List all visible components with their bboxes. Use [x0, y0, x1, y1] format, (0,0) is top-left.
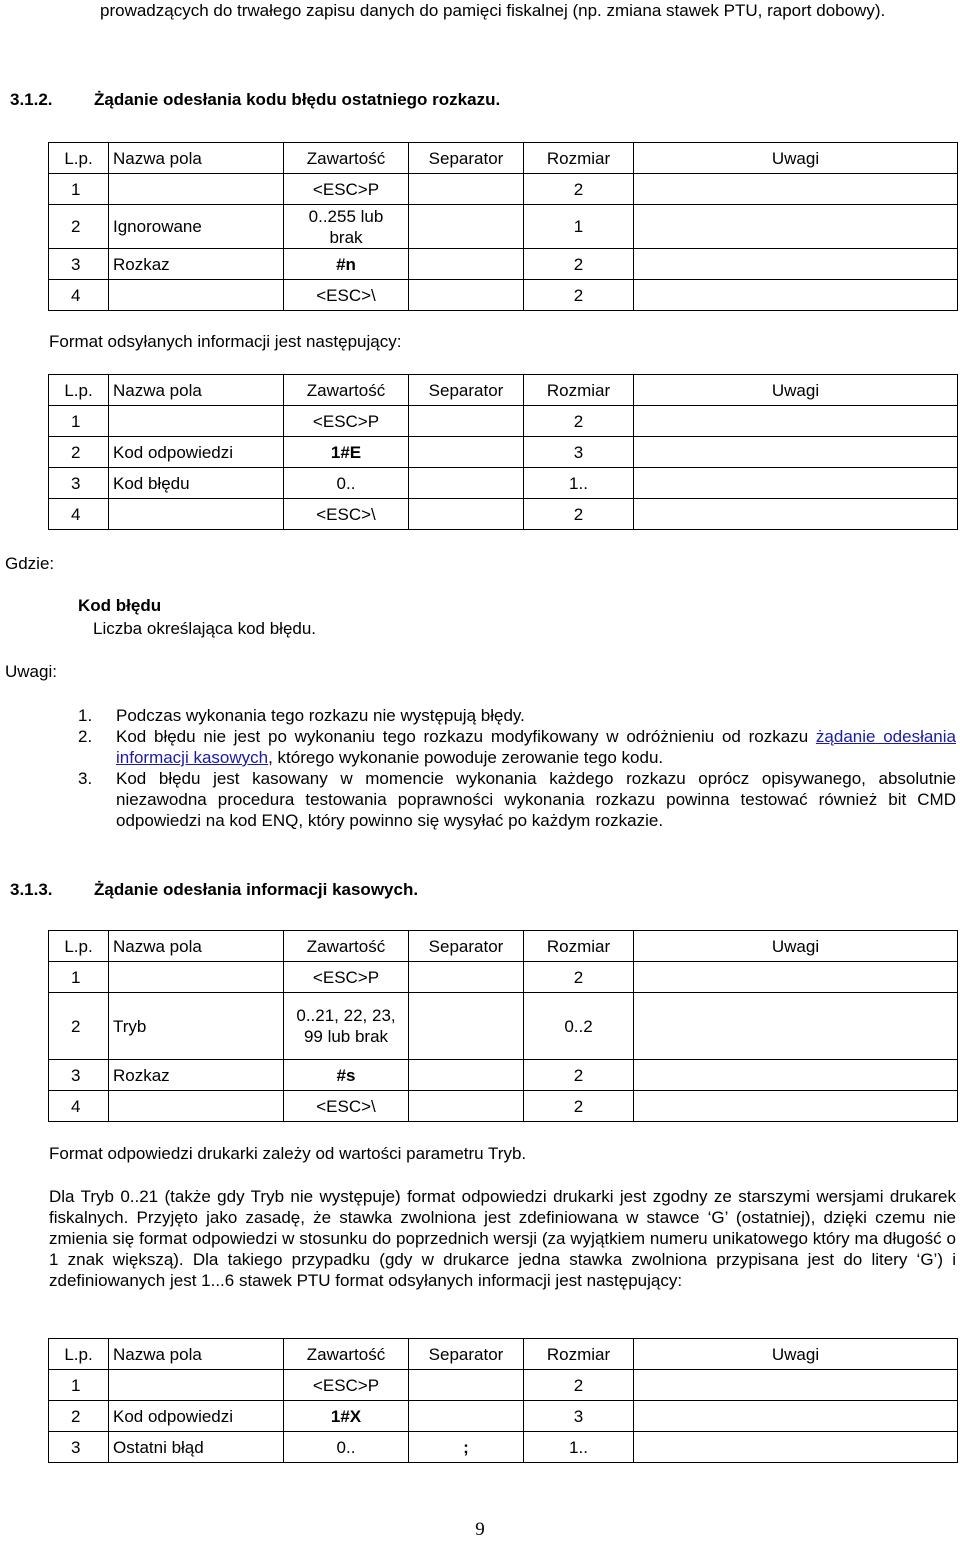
cell-notes [634, 205, 958, 249]
notes-list [78, 705, 956, 831]
cell-lp: 2 [49, 993, 109, 1060]
header-content: Zawartość [284, 143, 409, 174]
table-response-cash-info [48, 1338, 958, 1463]
list-item [78, 726, 956, 768]
cell-lp: 3 [49, 468, 109, 499]
page-number: 9 [475, 1519, 485, 1540]
header-name: Nazwa pola [109, 1339, 284, 1370]
header-content: Zawartość [284, 375, 409, 406]
table-row [49, 406, 958, 437]
cell-lp: 1 [49, 406, 109, 437]
cell-lp: 4 [49, 280, 109, 311]
cell-name [109, 1370, 284, 1401]
cell-name: Ostatni błąd [109, 1432, 284, 1463]
cell-lp: 1 [49, 174, 109, 205]
cell-separator [409, 468, 524, 499]
cell-name: Kod odpowiedzi [109, 437, 284, 468]
cell-lp: 2 [49, 205, 109, 249]
cell-notes [634, 406, 958, 437]
cell-notes [634, 499, 958, 530]
header-separator: Separator [409, 143, 524, 174]
note-text: Podczas wykonania tego rozkazu nie występują błędy. [116, 706, 525, 725]
cell-notes [634, 962, 958, 993]
cell-content: <ESC>P [284, 406, 409, 437]
cell-notes [634, 280, 958, 311]
cell-separator [409, 993, 524, 1060]
cell-lp: 1 [49, 962, 109, 993]
header-size: Rozmiar [524, 375, 634, 406]
gdzie-description: Liczba określająca kod błędu. [93, 619, 317, 638]
uwagi-label: Uwagi: [5, 662, 57, 681]
list-item [78, 705, 956, 726]
table-row [49, 993, 958, 1060]
cell-content: #s [284, 1060, 409, 1091]
table-row [49, 1060, 958, 1091]
cell-notes [634, 468, 958, 499]
section-313-number: 3.1.3. [10, 880, 53, 899]
table-row [49, 1370, 958, 1401]
gdzie-term: Kod błędu [78, 596, 162, 615]
note-text: Kod błędu jest kasowany w momencie wykonania każdego rozkazu oprócz opisywanego, absolutnie niezawodna procedura testowania poprawności wykonania rozkazu powinna testować również bit CMD odpowiedzi na kod ENQ, który powinno się wysyłać po każdym rozkazie. [116, 769, 956, 830]
cell-name: Rozkaz [109, 1060, 284, 1091]
table-response-error-code [48, 374, 958, 530]
cell-content: <ESC>P [284, 1370, 409, 1401]
table-request-cash-info [48, 930, 958, 1122]
header-name: Nazwa pola [109, 143, 284, 174]
cell-size: 2 [524, 1091, 634, 1122]
table-header-row [49, 1339, 958, 1370]
cell-separator [409, 1060, 524, 1091]
table-row [49, 468, 958, 499]
section-312-title: Żądanie odesłania kodu błędu ostatniego rozkazu. [94, 90, 501, 109]
header-lp: L.p. [49, 931, 109, 962]
cell-notes [634, 1401, 958, 1432]
cell-content: 1#X [284, 1401, 409, 1432]
cell-content: 1#E [284, 437, 409, 468]
cell-content: <ESC>\ [284, 499, 409, 530]
cell-notes [634, 1432, 958, 1463]
cell-content: <ESC>P [284, 174, 409, 205]
header-notes: Uwagi [634, 1339, 958, 1370]
cell-separator [409, 1091, 524, 1122]
cell-notes [634, 437, 958, 468]
format-label-2: Format odpowiedzi drukarki zależy od wartości parametru Tryb. [49, 1144, 527, 1163]
table-row [49, 280, 958, 311]
table-row [49, 205, 958, 249]
section-312-number: 3.1.2. [10, 90, 53, 109]
table-header-row [49, 143, 958, 174]
cell-size: 0..2 [524, 993, 634, 1060]
cell-lp: 3 [49, 249, 109, 280]
cell-content: 0.. [284, 468, 409, 499]
table-row [49, 437, 958, 468]
cell-separator: ; [409, 1432, 524, 1463]
cell-notes [634, 993, 958, 1060]
table-header-row [49, 931, 958, 962]
header-content: Zawartość [284, 1339, 409, 1370]
table-row [49, 174, 958, 205]
table-row [49, 249, 958, 280]
cell-size: 2 [524, 1370, 634, 1401]
cell-notes [634, 174, 958, 205]
cell-name [109, 280, 284, 311]
cell-lp: 4 [49, 1091, 109, 1122]
header-notes: Uwagi [634, 143, 958, 174]
cell-size: 2 [524, 249, 634, 280]
cell-name: Kod błędu [109, 468, 284, 499]
cell-name [109, 499, 284, 530]
cell-separator [409, 499, 524, 530]
table-request-error-code [48, 142, 958, 311]
cell-separator [409, 962, 524, 993]
note-number: 3. [78, 769, 93, 788]
header-size: Rozmiar [524, 931, 634, 962]
note-number: 2. [78, 727, 93, 746]
note-text: Kod błędu nie jest po wykonaniu tego rozkazu modyfikowany w odróżnieniu od rozkazu [116, 727, 816, 746]
cell-content: <ESC>P [284, 962, 409, 993]
table-row [49, 1432, 958, 1463]
mode-description [49, 1186, 956, 1291]
intro-text: prowadzących do trwałego zapisu danych do pamięci fiskalnej (np. zmiana stawek PTU, raport dobowy). [100, 1, 886, 20]
cell-name: Tryb [109, 993, 284, 1060]
cell-lp: 3 [49, 1432, 109, 1463]
table-row [49, 962, 958, 993]
link-cash-info-request[interactable]: żądanie odesłania informacji kasowych [116, 727, 956, 767]
cell-notes [634, 1370, 958, 1401]
cell-lp: 1 [49, 1370, 109, 1401]
cell-name: Ignorowane [109, 205, 284, 249]
cell-content: <ESC>\ [284, 1091, 409, 1122]
cell-lp: 3 [49, 1060, 109, 1091]
cell-name: Kod odpowiedzi [109, 1401, 284, 1432]
cell-separator [409, 1370, 524, 1401]
cell-lp: 2 [49, 437, 109, 468]
header-separator: Separator [409, 375, 524, 406]
header-notes: Uwagi [634, 931, 958, 962]
header-lp: L.p. [49, 1339, 109, 1370]
cell-content: <ESC>\ [284, 280, 409, 311]
cell-notes [634, 249, 958, 280]
cell-name [109, 1091, 284, 1122]
cell-name [109, 174, 284, 205]
cell-separator [409, 205, 524, 249]
list-item [78, 768, 956, 831]
cell-size: 1 [524, 205, 634, 249]
header-lp: L.p. [49, 375, 109, 406]
gdzie-label: Gdzie: [5, 554, 55, 573]
cell-size: 2 [524, 174, 634, 205]
note-number: 1. [78, 706, 93, 725]
cell-notes [634, 1060, 958, 1091]
cell-separator [409, 437, 524, 468]
note-text: , którego wykonanie powoduje zerowanie tego kodu. [268, 748, 664, 767]
format-label-1: Format odsyłanych informacji jest następujący: [49, 332, 402, 351]
cell-separator [409, 174, 524, 205]
cell-lp: 4 [49, 499, 109, 530]
table-header-row [49, 375, 958, 406]
table-row [49, 1401, 958, 1432]
table-row [49, 499, 958, 530]
cell-size: 1.. [524, 468, 634, 499]
cell-size: 3 [524, 437, 634, 468]
cell-notes [634, 1091, 958, 1122]
cell-name: Rozkaz [109, 249, 284, 280]
header-size: Rozmiar [524, 1339, 634, 1370]
cell-size: 2 [524, 406, 634, 437]
table-row [49, 1091, 958, 1122]
cell-lp: 2 [49, 1401, 109, 1432]
cell-separator [409, 249, 524, 280]
cell-content: 0..255 lub brak [284, 205, 409, 249]
cell-content: 0.. [284, 1432, 409, 1463]
mode-description-text: Dla Tryb 0..21 (także gdy Tryb nie występuje) format odpowiedzi drukarki jest zgodny ze starszymi wersjami drukarek fiskalnych. Przyjęto jako zasadę, że stawka zwolniona jest zdefiniowana w stawce ‘G’ (ostatniej), dzięki czemu nie zmienia się format odpowiedzi w stosunku do poprzednich wersji (za wyjątkiem numeru unikatowego który ma długość o 1 znak większą). Dla takiego przypadku (gdy w drukarce jedna stawka zwolniona przypisana jest do litery ‘G’) i zdefiniowanych jest 1...6 stawek PTU format odsyłanych informacji jest następujący: [49, 1187, 956, 1290]
cell-separator [409, 280, 524, 311]
cell-size: 2 [524, 962, 634, 993]
cell-separator [409, 406, 524, 437]
header-separator: Separator [409, 931, 524, 962]
cell-size: 2 [524, 499, 634, 530]
cell-size: 2 [524, 280, 634, 311]
cell-size: 3 [524, 1401, 634, 1432]
header-notes: Uwagi [634, 375, 958, 406]
cell-size: 2 [524, 1060, 634, 1091]
cell-name [109, 406, 284, 437]
cell-size: 1.. [524, 1432, 634, 1463]
header-content: Zawartość [284, 931, 409, 962]
header-lp: L.p. [49, 143, 109, 174]
cell-content: 0..21, 22, 23, 99 lub brak [284, 993, 409, 1060]
cell-name [109, 962, 284, 993]
intro-paragraph [100, 0, 956, 21]
header-size: Rozmiar [524, 143, 634, 174]
header-separator: Separator [409, 1339, 524, 1370]
cell-separator [409, 1401, 524, 1432]
section-313-title: Żądanie odesłania informacji kasowych. [94, 880, 419, 899]
cell-content: #n [284, 249, 409, 280]
header-name: Nazwa pola [109, 375, 284, 406]
header-name: Nazwa pola [109, 931, 284, 962]
